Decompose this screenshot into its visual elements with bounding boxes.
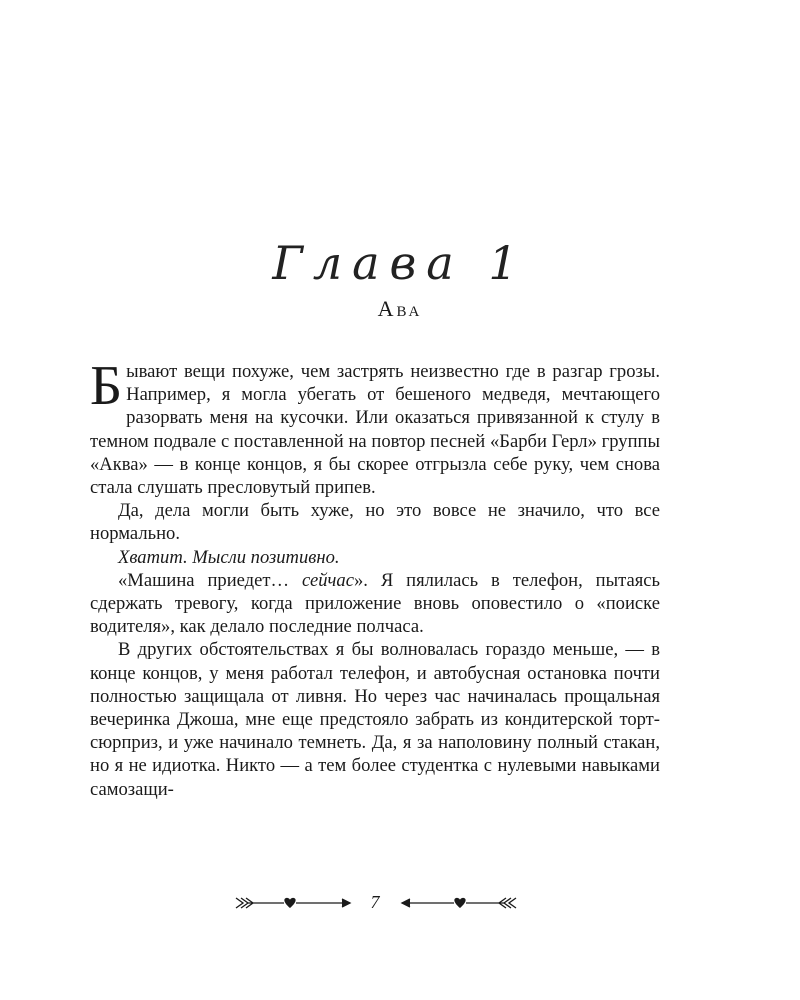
arrow-heart-right-icon <box>398 888 518 918</box>
paragraph: Да, дела могли быть хуже, но это вовсе не значило, что все нормально. <box>90 500 660 545</box>
chapter-heading: Глава 1 <box>272 236 528 290</box>
paragraph-italic <box>90 546 660 569</box>
body-text <box>90 355 661 801</box>
paragraph-text: ывают вещи похуже, чем застрять неизвестно где в разгар грозы. Например, я могла убегать от бешеного медведя, мечтающего разорвать меня на кусочки. Или оказаться привязанной к стулу в темном подвале с поставленной на повтор песней «Барби Герл» группы «Аква» — в конце концов, я бы скорее отгрызла себе руку, чем снова стала слушать пресловутый припев. <box>90 361 660 499</box>
italic-thought: Хватит. Мысли позитивно. <box>118 546 340 568</box>
paragraph-text: «Машина приедет… <box>118 569 302 591</box>
paragraph <box>90 569 660 639</box>
paragraph: В других обстоятельствах я бы волновалась гораздо меньше, — в конце концов, у меня работал телефон, и автобусная остановка почти полностью защищала от ливня. Но через час начиналась прощальная вечеринка Джоша, мне еще предстояло забрать из кондитерской торт-сюрприз, и уже начинало темнеть. Да, я за наполовину полный стакан, но я не идиотка. Никто — а тем более студентка с нулевыми навыками самозащи- <box>90 639 660 800</box>
chapter-title: Ава <box>377 296 423 321</box>
arrow-heart-left-icon <box>234 888 354 918</box>
italic-word: сейчас <box>302 569 354 591</box>
paragraph <box>90 355 660 499</box>
page-footer <box>0 888 800 918</box>
page-number: 7 <box>370 892 380 912</box>
drop-cap: Б <box>90 355 123 417</box>
paragraph-text: ». Я пялилась в телефон, пытаясь сдержать тревогу, когда приложение вновь оповестило о «поиске водителя», как делало последние полчаса. <box>90 569 661 638</box>
